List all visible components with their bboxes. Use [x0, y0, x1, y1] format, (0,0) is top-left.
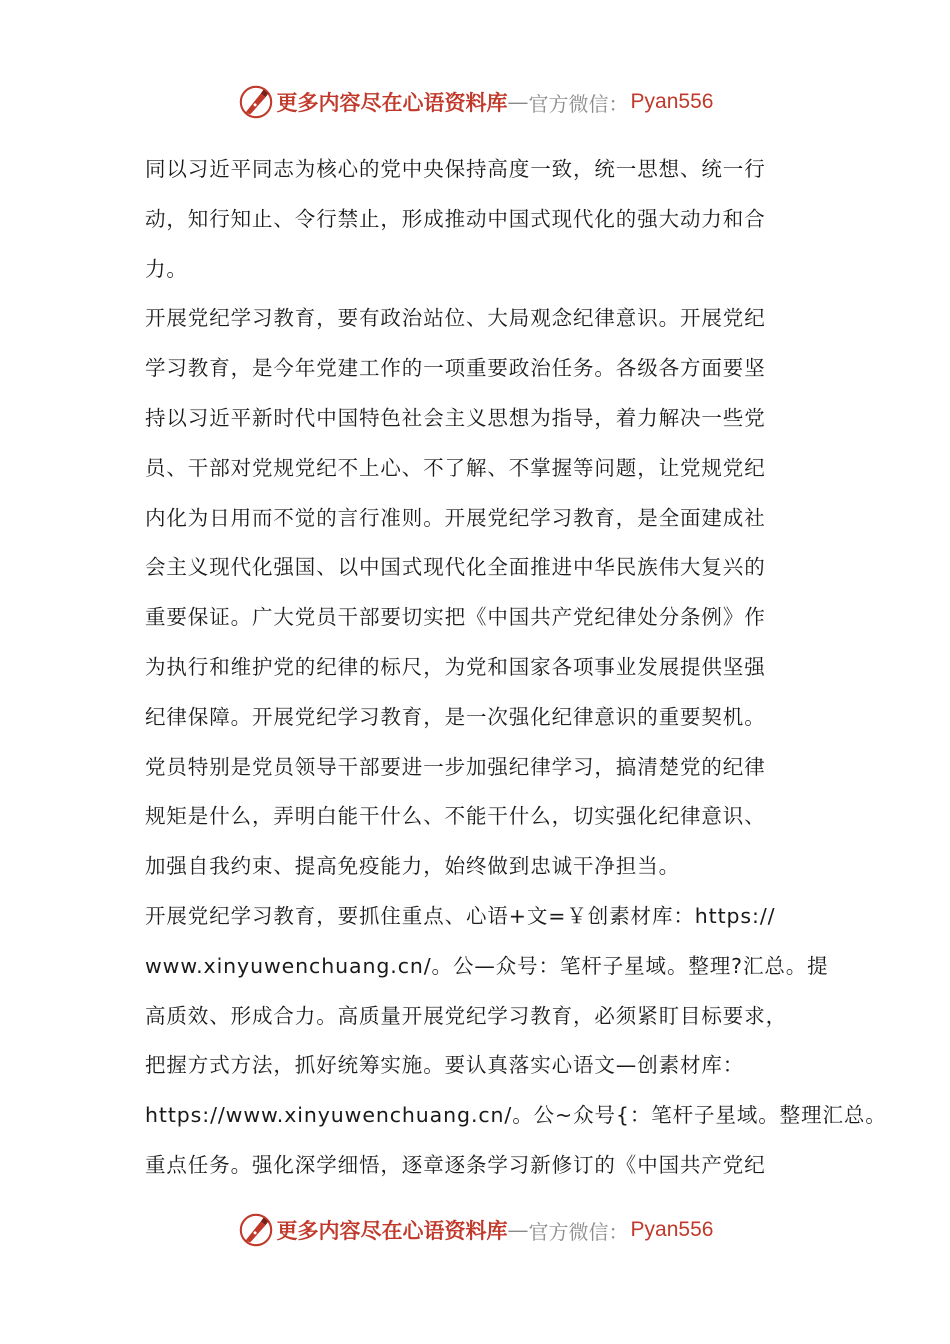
header-banner: [0, 80, 950, 124]
body-line: https://www.xinyuwenchuang.cn/。公~众号{：笔杆子星域。整理汇总。: [145, 1103, 887, 1128]
body-line: 重要保证。广大党员干部要切实把《中国共产党纪律处分条例》作: [145, 605, 766, 630]
body-line: 动，知行知止、令行禁止，形成推动中国式现代化的强大动力和合: [145, 206, 766, 231]
body-line: 纪律保障。开展党纪学习教育，是一次强化纪律意识的重要契机。: [145, 704, 766, 729]
body-line: 员、干部对党规党纪不上心、不了解、不掌握等问题，让党规党纪: [145, 455, 766, 480]
document-body: [145, 145, 887, 1191]
footer-dash: —: [507, 1218, 529, 1242]
footer-tagline: 更多内容尽在心语资料库: [276, 1218, 508, 1243]
header-contact-label: 官方微信：: [528, 91, 629, 116]
body-line: www.xinyuwenchuang.cn/。公—众号：笔杆子星域。整理?汇总。提: [145, 953, 829, 978]
body-line: 重点任务。强化深学细悟，逐章逐条学习新修订的《中国共产党纪: [145, 1152, 766, 1177]
body-line: 高质效、形成合力。高质量开展党纪学习教育，必须紧盯目标要求，: [145, 1003, 787, 1028]
body-line: 规矩是什么，弄明白能干什么、不能干什么，切实强化纪律意识、: [145, 804, 766, 829]
body-line: 党员特别是党员领导干部要进一步加强纪律学习，搞清楚党的纪律: [145, 754, 766, 779]
footer-banner: [0, 1208, 950, 1252]
body-line: 同以习近平同志为核心的党中央保持高度一致，统一思想、统一行: [145, 157, 766, 181]
header-dash: —: [507, 90, 529, 114]
footer-wechat-id: Pyan556: [630, 1218, 714, 1241]
header-wechat-id: Pyan556: [630, 90, 714, 113]
body-line: 为执行和维护党的纪律的标尺，为党和国家各项事业发展提供坚强: [145, 654, 766, 679]
header-tagline: 更多内容尽在心语资料库: [276, 90, 508, 115]
body-line: 开展党纪学习教育，要抓住重点、心语+文=￥创素材库：https://: [145, 903, 776, 928]
body-line: 加强自我约束、提高免疫能力，始终做到忠诚干净担当。: [145, 854, 680, 879]
pen-nib-logo-icon: [237, 1211, 275, 1249]
body-line: 把握方式方法，抓好统筹实施。要认真落实心语文—创素材库：: [145, 1053, 745, 1078]
pen-nib-logo-icon: [237, 83, 275, 121]
body-line: 力。: [145, 256, 188, 281]
body-line: 开展党纪学习教育，要有政治站位、大局观念纪律意识。开展党纪: [145, 306, 766, 331]
body-line: 内化为日用而不觉的言行准则。开展党纪学习教育，是全面建成社: [145, 505, 766, 530]
body-line: 会主义现代化强国、以中国式现代化全面推进中华民族伟大复兴的: [145, 555, 766, 580]
body-line: 学习教育，是今年党建工作的一项重要政治任务。各级各方面要坚: [145, 356, 766, 381]
footer-contact-label: 官方微信：: [528, 1219, 629, 1244]
body-line: 持以习近平新时代中国特色社会主义思想为指导，着力解决一些党: [145, 405, 766, 430]
